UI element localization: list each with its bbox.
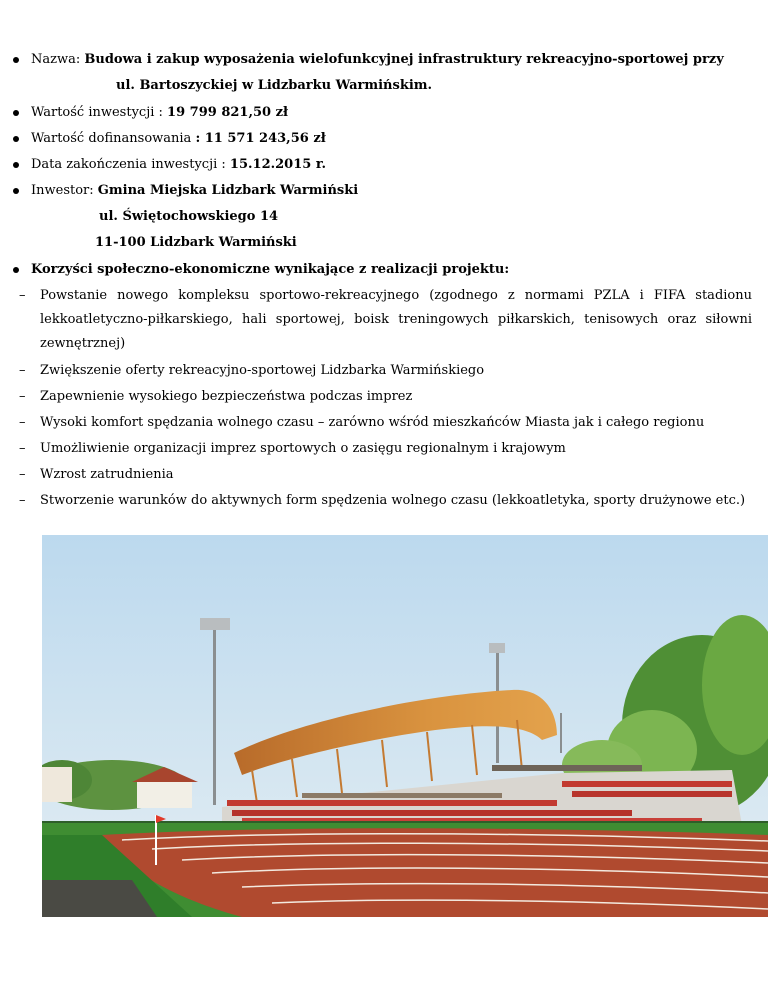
name-value-continued: ul. Bartoszyckiej w Lidzbarku Warmińskim. <box>116 78 433 93</box>
dash-marker: – <box>19 389 26 404</box>
bullet-dot <box>13 57 19 63</box>
benefit-item: Wysoki komfort spędzania wolnego czasu – zarówno wśród mieszkańców Miasta jak i całego regionu <box>40 415 705 430</box>
dash-marker: – <box>19 415 26 430</box>
investor-name: Gmina Miejska Lidzbark Warmiński <box>97 183 359 198</box>
end-date-line <box>31 157 326 173</box>
dash-marker: – <box>19 288 26 303</box>
end-date-label: Data zakończenia inwestycji : <box>31 157 230 172</box>
cofinancing-value: : 11 571 243,56 zł <box>195 131 326 146</box>
cofinancing-line <box>31 131 326 147</box>
investor-label: Inwestor: <box>31 183 98 198</box>
dash-marker: – <box>19 467 26 482</box>
name-label: Nazwa: <box>31 52 85 67</box>
end-date-value: 15.12.2015 r. <box>229 157 327 172</box>
dash-marker: – <box>19 363 26 378</box>
bullet-dot <box>13 188 19 194</box>
investment-value-label: Wartość inwestycji : <box>31 105 168 120</box>
benefit-item: Zapewnienie wysokiego bezpieczeństwa podczas imprez <box>40 389 413 404</box>
benefit-item: Umożliwienie organizacji imprez sportowych o zasięgu regionalnym i krajowym <box>40 441 566 456</box>
bullet-dot <box>13 136 19 142</box>
benefit-item: Powstanie nowego kompleksu sportowo-rekreacyjnego (zgodnego z normami PZLA i FIFA stadionu <box>40 288 752 303</box>
benefit-item: Wzrost zatrudnienia <box>40 467 174 482</box>
bullet-dot <box>13 267 19 273</box>
bullet-dot <box>13 162 19 168</box>
investment-value-line <box>31 105 288 121</box>
investor-line <box>31 183 358 199</box>
building <box>42 767 72 802</box>
stadium-photo <box>42 535 768 917</box>
benefit-item: Stworzenie warunków do aktywnych form spędzenia wolnego czasu (lekkoatletyka, sporty drużynowe etc.) <box>40 493 746 508</box>
dash-marker: – <box>19 493 26 508</box>
building <box>137 780 192 808</box>
benefits-heading: Korzyści społeczno-ekonomiczne wynikające z realizacji projektu: <box>31 262 510 277</box>
dash-marker: – <box>19 441 26 456</box>
investment-value: 19 799 821,50 zł <box>167 105 288 120</box>
benefit-item-continued: zewnętrznej) <box>40 336 126 351</box>
cofinancing-label: Wartość dofinansowania <box>31 131 196 146</box>
investor-street: ul. Świętochowskiego 14 <box>99 209 279 224</box>
investor-city: 11-100 Lidzbark Warmiński <box>95 235 297 250</box>
benefit-item-continued: lekkoatletyczno-piłkarskiego, hali sportowej, boisk treningowych piłkarskich, tenisowych oraz siłowni <box>40 312 752 327</box>
benefit-item: Zwiększenie oferty rekreacyjno-sportowej Lidzbarka Warmińskiego <box>40 363 485 378</box>
name-value: Budowa i zakup wyposażenia wielofunkcyjnej infrastruktury rekreacyjno-sportowej przy <box>84 52 724 67</box>
bullet-dot <box>13 110 19 116</box>
name-line <box>31 52 724 68</box>
